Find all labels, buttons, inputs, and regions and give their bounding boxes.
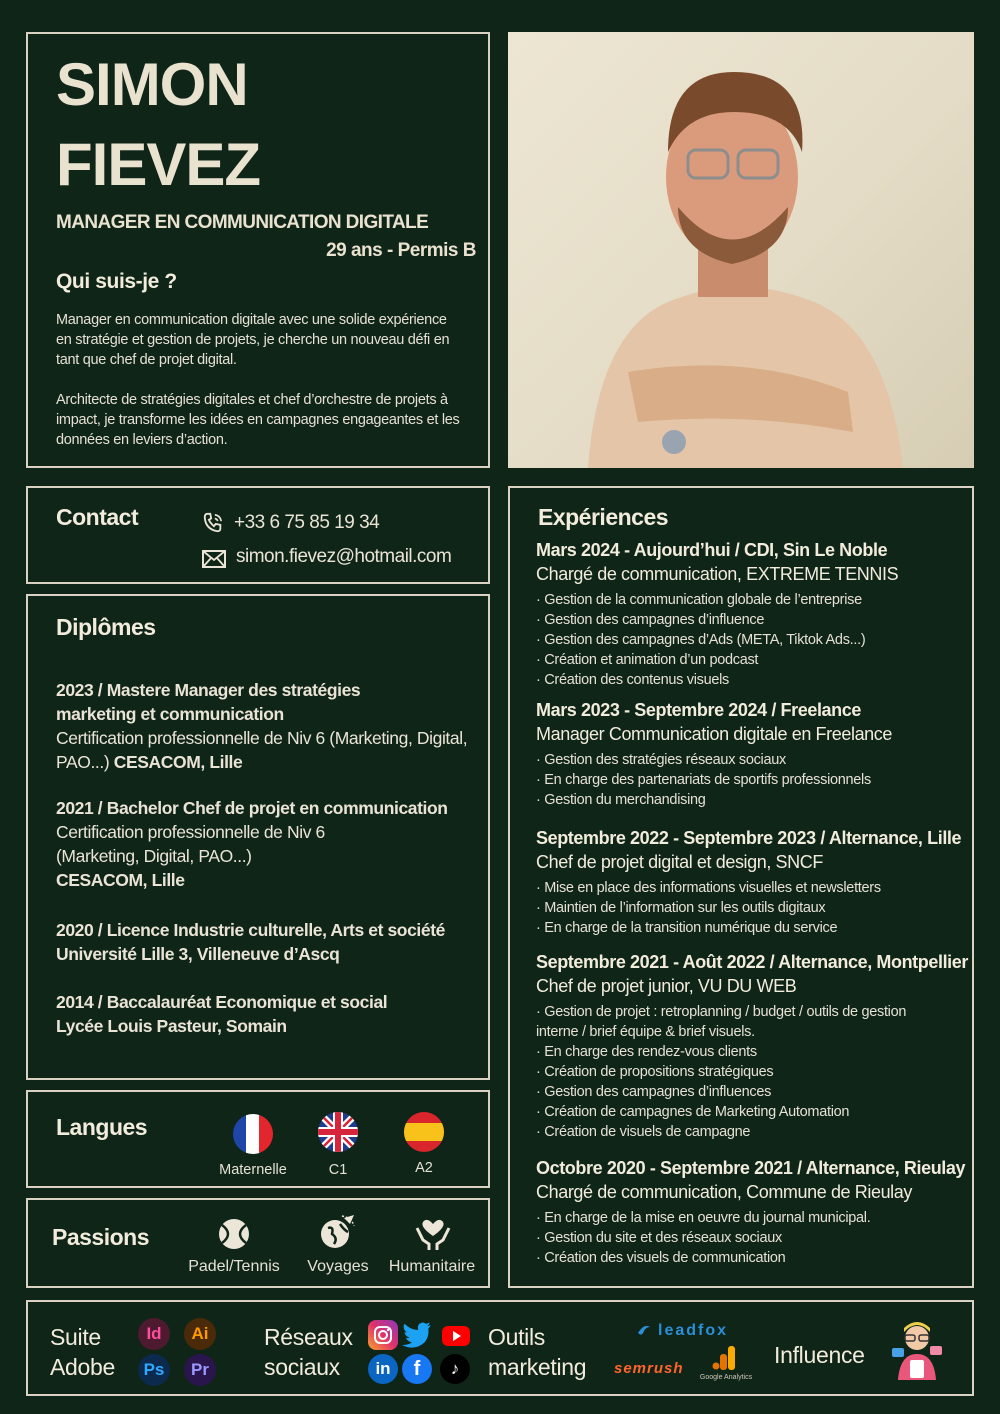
- diploma-school: Lycée Louis Pasteur, Somain: [56, 1016, 287, 1036]
- experience-bullet: · Création de campagnes de Marketing Automation: [536, 1102, 946, 1122]
- experience-bullet: · En charge des rendez-vous clients: [536, 1042, 946, 1062]
- experience-bullet: · En charge des partenariats de sportifs professionnels: [536, 770, 972, 790]
- social-networks-label: [264, 1322, 353, 1382]
- experience-bullets: [536, 590, 972, 690]
- adobe-line-2: Adobe: [50, 1354, 116, 1380]
- languages-title: Langues: [56, 1114, 148, 1140]
- diploma-text: Certification professionnelle de Niv 6 (Marketing, Digital, PAO...): [56, 728, 468, 772]
- leadfox-logo: [636, 1322, 728, 1340]
- instagram-icon[interactable]: [368, 1320, 398, 1350]
- first-name: SIMON: [56, 51, 248, 118]
- experience-heading: Septembre 2022 - Septembre 2023 / Alternance, Lille: [536, 828, 962, 848]
- about-title: Qui suis-je ?: [56, 270, 177, 293]
- experience-bullets: [536, 878, 976, 938]
- experience-bullets: [536, 1002, 946, 1142]
- about-paragraph-1: Manager en communication digitale avec une solide expérience en stratégie et gestion de projets, je cherche un nouveau défi en tant que chef de projet digital.: [56, 312, 450, 368]
- experience-item: [536, 950, 976, 1142]
- experience-item: [536, 826, 976, 938]
- premiere-icon: Pr: [184, 1354, 216, 1386]
- job-title: MANAGER EN COMMUNICATION DIGITALE: [56, 212, 429, 233]
- diploma-heading: 2014 / Baccalauréat Economique et social: [56, 992, 388, 1012]
- uk-flag-icon: [318, 1112, 358, 1152]
- france-flag-icon: [233, 1114, 273, 1154]
- experiences-section: [508, 486, 974, 1288]
- diplomas-title: Diplômes: [56, 614, 156, 640]
- languages-section: [26, 1090, 490, 1188]
- experience-bullet: · Création des contenus visuels: [536, 670, 972, 690]
- diploma-item: [56, 796, 496, 892]
- tiktok-icon[interactable]: ♪: [440, 1354, 470, 1384]
- phone-icon: [202, 512, 224, 534]
- facebook-icon[interactable]: f: [402, 1354, 432, 1384]
- language-label: A2: [415, 1160, 433, 1176]
- experience-bullet: · Gestion de la communication globale de l’entreprise: [536, 590, 972, 610]
- experience-bullet: · En charge de la mise en oeuvre du journal municipal.: [536, 1208, 976, 1228]
- experience-bullet: · Gestion du merchandising: [536, 790, 972, 810]
- experience-item: [536, 1156, 976, 1268]
- profile-photo: [508, 32, 974, 468]
- experience-heading: Septembre 2021 - Août 2022 / Alternance, Montpellier: [536, 952, 969, 972]
- diploma-heading: 2021 / Bachelor Chef de projet en communication: [56, 798, 448, 818]
- about-paragraph-2: Architecte de stratégies digitales et chef d’orchestre de projets à impact, je transforme les idées en campagnes engageantes et les données en leviers d’action.: [56, 392, 460, 448]
- experience-role: Chargé de communication, EXTREME TENNIS: [536, 564, 899, 584]
- photoshop-icon: Ps: [138, 1354, 170, 1386]
- experience-role: Chef de projet junior, VU DU WEB: [536, 976, 797, 996]
- experience-bullet: · Création de propositions stratégiques: [536, 1062, 946, 1082]
- language-label: Maternelle: [219, 1162, 287, 1178]
- semrush-logo: semrush: [614, 1360, 684, 1377]
- social-line-1: Réseaux: [264, 1324, 353, 1350]
- diploma-heading: 2020 / Licence Industrie culturelle, Arts et société: [56, 920, 445, 940]
- email-address[interactable]: simon.fievez@hotmail.com: [236, 546, 452, 567]
- contact-title: Contact: [56, 504, 139, 530]
- google-analytics-icon: [712, 1346, 736, 1370]
- social-line-2: sociaux: [264, 1354, 340, 1380]
- email-icon: [202, 550, 226, 568]
- passions-section: [26, 1198, 490, 1288]
- experiences-title: Expériences: [538, 504, 669, 530]
- leadfox-icon: [636, 1323, 652, 1339]
- experience-role: Chargé de communication, Commune de Rieulay: [536, 1182, 912, 1202]
- passion-label: Humanitaire: [388, 1258, 476, 1275]
- experience-item: [536, 698, 972, 810]
- experience-bullet: · Création des visuels de communication: [536, 1248, 976, 1268]
- experience-bullet: · Création et animation d’un podcast: [536, 650, 972, 670]
- skills-section: [26, 1300, 974, 1396]
- experience-bullet: · Gestion des stratégies réseaux sociaux: [536, 750, 972, 770]
- indesign-icon: Id: [138, 1318, 170, 1350]
- diploma-text: Certification professionnelle de Niv 6 (Marketing, Digital, PAO...): [56, 822, 325, 866]
- diploma-item: [56, 918, 496, 966]
- tennis-ball-icon: [216, 1216, 252, 1252]
- experience-bullet: · Gestion du site et des réseaux sociaux: [536, 1228, 976, 1248]
- experience-role: Chef de projet digital et design, SNCF: [536, 852, 823, 872]
- passions-title: Passions: [52, 1224, 149, 1250]
- phone-number[interactable]: +33 6 75 85 19 34: [234, 512, 380, 533]
- experience-bullets: [536, 1208, 976, 1268]
- spain-flag-icon: [404, 1112, 444, 1152]
- youtube-icon[interactable]: [440, 1322, 472, 1350]
- experience-bullet: · Gestion de projet : retroplanning / budget / outils de gestion interne / brief équipe & brief visuels.: [536, 1002, 946, 1042]
- adobe-line-1: Suite: [50, 1324, 101, 1350]
- experience-heading: Mars 2024 - Aujourd’hui / CDI, Sin Le Noble: [536, 540, 888, 560]
- age-license: 29 ans - Permis B: [326, 240, 476, 261]
- twitter-icon[interactable]: [402, 1320, 432, 1350]
- experience-heading: Octobre 2020 - Septembre 2021 / Alternance, Rieulay: [536, 1158, 966, 1178]
- passion-label: Padel/Tennis: [188, 1258, 280, 1275]
- experience-role: Manager Communication digitale en Freelance: [536, 724, 893, 744]
- passion-label: Voyages: [307, 1258, 369, 1275]
- experience-bullet: · Gestion des campagnes d’influences: [536, 1082, 946, 1102]
- experience-bullets: [536, 750, 972, 810]
- experience-bullet: · Maintien de l’information sur les outils digitaux: [536, 898, 976, 918]
- last-name: FIEVEZ: [56, 131, 261, 198]
- tools-line-2: marketing: [488, 1354, 587, 1380]
- experience-bullet: · En charge de la transition numérique du service: [536, 918, 976, 938]
- experience-bullet: · Création de visuels de campagne: [536, 1122, 946, 1142]
- humanitarian-heart-hands-icon: [414, 1214, 450, 1250]
- experience-bullet: · Gestion des campagnes d’influence: [536, 610, 972, 630]
- google-analytics-label: Google Analytics: [699, 1374, 753, 1381]
- diplomas-section: [26, 594, 490, 1080]
- illustrator-icon: Ai: [184, 1318, 216, 1350]
- experience-item: [536, 538, 972, 690]
- influencer-icon: [890, 1320, 944, 1380]
- contact-section: [26, 486, 490, 584]
- language-label: C1: [328, 1162, 348, 1178]
- marketing-tools-label: [488, 1322, 586, 1382]
- experience-bullet: · Gestion des campagnes d’Ads (META, Tiktok Ads...): [536, 630, 972, 650]
- tools-line-1: Outils: [488, 1324, 545, 1350]
- diploma-school: CESACOM, Lille: [113, 752, 243, 772]
- diploma-item: [56, 678, 486, 774]
- adobe-suite-label: [50, 1322, 115, 1382]
- linkedin-icon[interactable]: in: [368, 1354, 398, 1384]
- experience-bullet: · Mise en place des informations visuelles et newsletters: [536, 878, 976, 898]
- header-section: [26, 32, 490, 468]
- diploma-heading: 2023 / Mastere Manager des stratégies marketing et communication: [56, 680, 361, 724]
- influence-label: Influence: [774, 1342, 865, 1368]
- diploma-item: [56, 990, 496, 1038]
- diploma-school: CESACOM, Lille: [56, 870, 185, 890]
- travel-globe-icon: [318, 1212, 354, 1248]
- experience-heading: Mars 2023 - Septembre 2024 / Freelance: [536, 700, 861, 720]
- leadfox-text: leadfox: [658, 1322, 729, 1339]
- diploma-school: Université Lille 3, Villeneuve d’Ascq: [56, 944, 340, 964]
